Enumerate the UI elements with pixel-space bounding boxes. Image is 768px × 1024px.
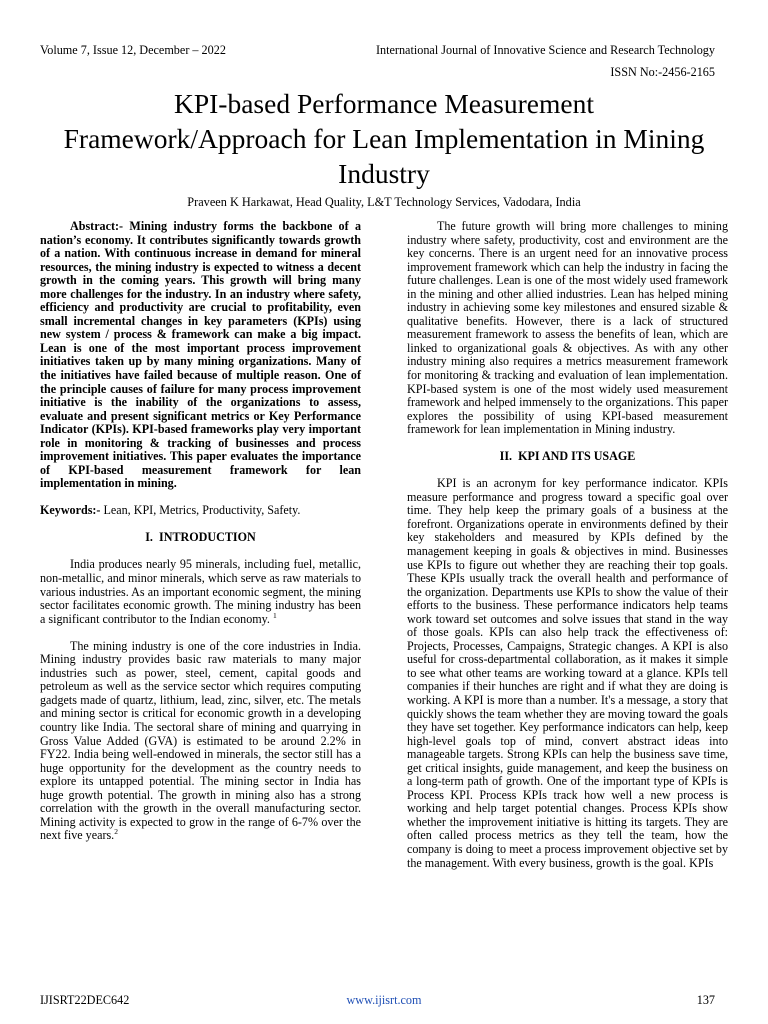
issn: ISSN No:-2456-2165 [610, 65, 715, 79]
abstract-label: Abstract:- [70, 219, 124, 233]
journal-url-link[interactable]: www.ijisrt.com [346, 993, 422, 1007]
footnote-ref-2: 2 [114, 827, 118, 837]
paper-id: IJISRT22DEC642 [40, 993, 130, 1007]
footnote-ref-1: 1 [272, 610, 277, 620]
section-heading-introduction: I. INTRODUCTION [145, 530, 256, 545]
intro-paragraph-2: The mining industry is one of the core industries in India. Mining industry provides basic raw materials to many major industries such as power, steel, cement, capital goods and petroleum as well as the service sector which requires computing gadgets made of quartz, lithium, lead, zinc, silver, etc. The metals and mining sector is critical for economic growth in a developing country like India. The sectoral share of mining and quarrying in Gross Value Added (GVA) is estimated to be around 2.2% in FY22. India being well-endowed in minerals, the sector still has a huge opportunity for the development as the country needs to explore its untapped potential. The mining sector in India has huge growth potential. The growth in mining also has a strong correlation with the growth in the overall manufacturing sector. Mining activity is expected to grow in the range of 6-7% over the next five years.$^2$ [40, 638, 361, 843]
abstract [40, 220, 361, 491]
keywords-text: Lean, KPI, Metrics, Productivity, Safety. [100, 503, 301, 518]
keywords [40, 504, 361, 518]
section-heading-kpi: II. KPI AND ITS USAGE [499, 449, 636, 464]
kpi-paragraph-1: KPI is an acronym for key performance indicator. KPIs measure performance and progress toward a specific goal over time. They help keep the primary goals of a business at the forefront. Organizations operate in environments defined by their key stakeholders and measured by KPIs defined by the management keeping in goals & objectives in mind. Businesses use KPIs to figure out whether they are reaching their top goals. These KPIs usually track the overall health and performance of the organization. Departments use KPIs to show the value of their efforts to the business. These performance indicators help teams work toward set outcomes and solve issues that stand in the way of those goals. KPIs can also help track the effectiveness of: Projects, Processes, Campaigns, Strategic changes. A KPI is also useful for cross-departmental collaboration, as it makes it simple to see what other teams are working toward at a glance. KPIs tell companies if their hunches are right and if what they are doing is working. A KPI is more than a number. It's a message, a story that quickly shows the team whether they are moving toward the goals they have set together. Key performance indicators can help, keep high-level goals top of mind, convert abstract ideas into manageable targets. Strong KPIs can help the business save time, get critical insights, guide management, and keep the business on a long-term path of growth. One of the important type of KPIs is Process KPI. Process KPIs track how well a new process is working and help target potential changes. Process KPIs show whether the improvement initiative is hitting its targets. They are often called process metrics as they tell the team, how the company is doing to meet a process improvement objective set by the management. With every business, growth is the goal. KPIs [407, 476, 728, 870]
paper-title: KPI-based Performance Measurement Framework/Approach for Lean Implementation in Mining Industry [63, 88, 705, 189]
left-column [40, 220, 361, 843]
journal-name: International Journal of Innovative Science and Research Technology [375, 43, 715, 57]
abstract-text: Mining industry forms the backbone of a nation’s economy. It contributes significantly towards growth of a nation. With continuous increase in demand for mineral resources, the mining industry is expected to witness a decent growth in the coming years. This growth will bring many more challenges for the industry. In an industry where safety, efficiency and productivity are crucial to profitability, even small incremental changes in key parameters (KPIs) using new system / process & framework can make a big impact. Lean is one of the most important process improvement initiatives taken up by many mining organizations. Many of the initiatives have failed because of multiple reason. One of the principle causes of failure for many process improvement initiative is the inability of the organizations to assess, evaluate and present significant metrics or Key Performance Indicator (KPIs). KPI-based frameworks play very important role in monitoring & tracking of businesses and process improvement initiatives. This paper evaluates the importance of KPI-based measurement framework for lean implementation in mining. [40, 219, 361, 491]
intro-paragraph-1: India produces nearly 95 minerals, including fuel, metallic, non-metallic, and minor minerals, which serve as raw materials to various industries. As an important economic segment, the mining sector facilitates economic growth. The mining industry has been a significant contributor to the Indian economy. $^1$ [40, 557, 361, 626]
journal-volume: Volume 7, Issue 12, December – 2022 [40, 43, 226, 57]
right-column [407, 220, 728, 870]
author-line: Praveen K Harkawat, Head Quality, L&T Technology Services, Vadodara, India [187, 195, 581, 209]
intro-paragraph-3: The future growth will bring more challenges to mining industry where safety, productivity, cost and environment are the key concerns. There is an urgent need for an innovative process improvement framework which can help the industry in facing the future challenges. Lean is one of the most widely used framework in the mining and other allied industries. Lean has helped mining industry in achieving some key milestones and ensured sizable & qualitative benefits. However, there is a lack of structured measurement framework to assess the benefits of lean, which are linked to organizational goals & objectives. As with any other industry mining also requires a metrics measurement framework for monitoring & tracking and evaluation of lean implementation. KPI-based system is one of the most widely used measurement framework and helped immensely to the organizations. This paper explores the possibility of using KPI-based measurement framework for lean implementation in Mining industry. [407, 219, 728, 437]
keywords-label: Keywords:- [40, 503, 101, 518]
page-number: 137 [696, 993, 715, 1007]
